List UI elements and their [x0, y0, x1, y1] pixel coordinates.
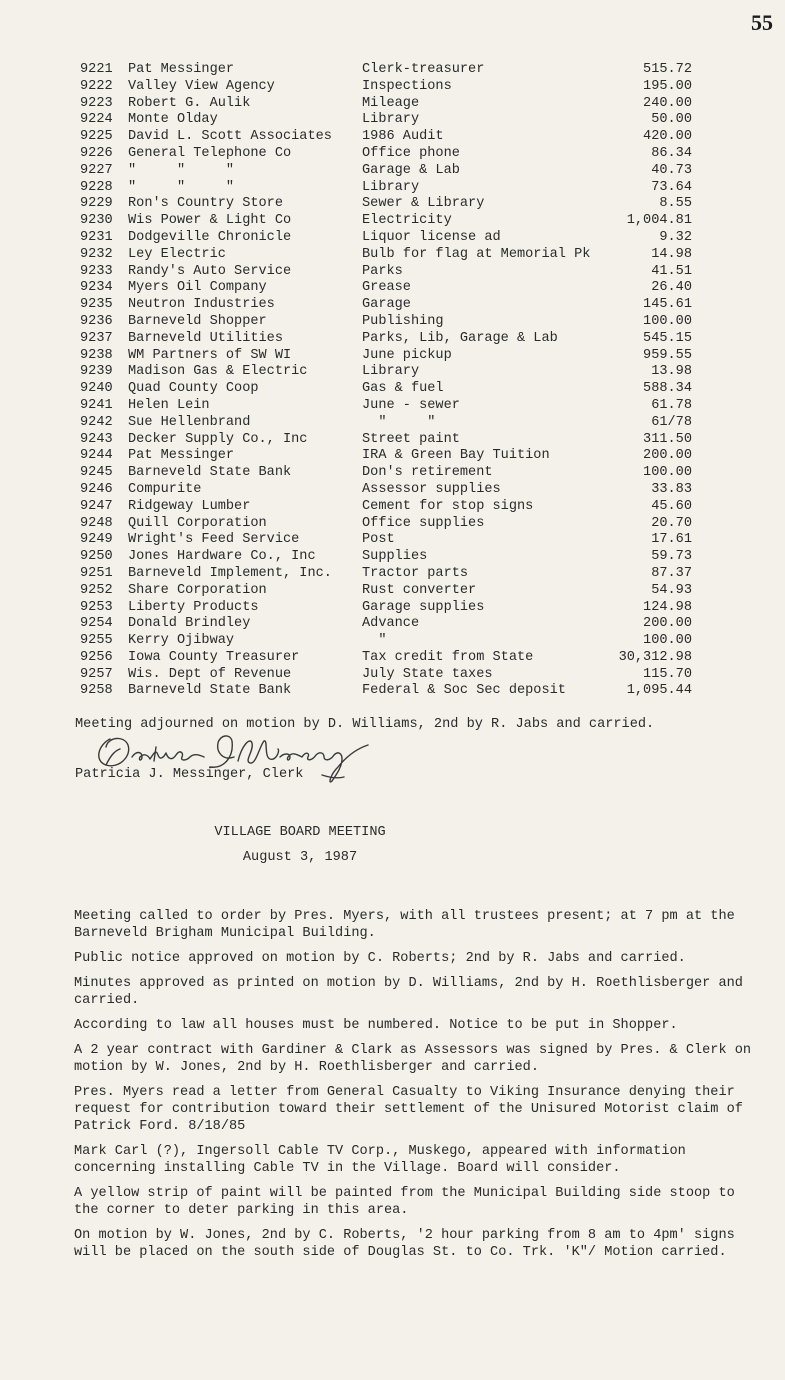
payment-purpose: Garage	[362, 297, 411, 313]
ledger-row	[80, 600, 692, 617]
payee-name: Dodgeville Chronicle	[128, 229, 292, 245]
ledger-row	[80, 616, 692, 633]
voucher-number: 9223	[80, 95, 113, 111]
voucher-number: 9240	[80, 381, 113, 397]
payment-amount: 195.00	[643, 78, 692, 94]
voucher-number: 9241	[80, 397, 113, 413]
voucher-number: 9230	[80, 213, 113, 229]
payee-name: Iowa County Treasurer	[128, 649, 300, 665]
payment-amount: 61.78	[651, 397, 692, 413]
ledger-row	[80, 79, 692, 96]
voucher-number: 9234	[80, 280, 113, 296]
payee-name: Sue Hellenbrand	[128, 414, 251, 430]
payment-amount: 115.70	[643, 666, 692, 682]
payment-purpose: "	[362, 633, 387, 649]
voucher-number: 9232	[80, 246, 113, 262]
payment-amount: 26.40	[651, 280, 692, 296]
minutes-paragraph: A yellow strip of paint will be painted from the Municipal Building side stoop to the corner to deter parking in this area.	[74, 1186, 735, 1218]
payment-amount: 33.83	[651, 481, 692, 497]
voucher-number: 9225	[80, 129, 113, 145]
payment-amount: 14.98	[651, 246, 692, 262]
payment-purpose: Parks	[362, 263, 403, 279]
payment-purpose: 1986 Audit	[362, 129, 444, 145]
voucher-number: 9236	[80, 313, 113, 329]
payee-name: Ley Electric	[128, 246, 226, 262]
ledger-row	[80, 448, 692, 465]
minutes-paragraph: A 2 year contract with Gardiner & Clark as Assessors was signed by Pres. & Clerk on motion by W. Jones, 2nd by H. Roethlisberger and carried.	[74, 1043, 752, 1075]
payment-purpose: June pickup	[362, 347, 452, 363]
payment-purpose: Garage supplies	[362, 599, 485, 615]
ledger-row	[80, 566, 692, 583]
voucher-number: 9228	[80, 179, 113, 195]
payment-amount: 100.00	[643, 633, 692, 649]
meeting-date: August 3, 1987	[242, 850, 358, 865]
voucher-number: 9238	[80, 347, 113, 363]
ledger-row	[80, 364, 692, 381]
payee-name: Kerry Ojibway	[128, 633, 235, 649]
voucher-number: 9255	[80, 633, 113, 649]
ledger-row	[80, 112, 692, 129]
ledger-row	[80, 465, 692, 482]
payment-amount: 420.00	[643, 129, 692, 145]
ledger-row	[80, 146, 692, 163]
voucher-number: 9250	[80, 549, 113, 565]
ledger-row	[80, 348, 692, 365]
voucher-number: 9258	[80, 683, 113, 699]
voucher-number: 9235	[80, 297, 113, 313]
payee-name: General Telephone Co	[128, 145, 292, 161]
payment-amount: 59.73	[651, 549, 692, 565]
ledger-row	[80, 280, 692, 297]
payment-purpose: June - sewer	[362, 397, 460, 413]
voucher-number: 9243	[80, 431, 113, 447]
payment-purpose: Parks, Lib, Garage & Lab	[362, 330, 558, 346]
payee-name: Share Corporation	[128, 582, 267, 598]
ledger-row	[80, 213, 692, 230]
meeting-minutes	[74, 908, 764, 1269]
voucher-number: 9252	[80, 582, 113, 598]
payment-purpose: Gas & fuel	[362, 381, 444, 397]
voucher-number: 9244	[80, 448, 113, 464]
payment-amount: 87.37	[651, 565, 692, 581]
voucher-number: 9221	[80, 62, 113, 77]
payment-amount: 13.98	[651, 364, 692, 380]
payment-purpose: Mileage	[362, 95, 420, 111]
voucher-number: 9231	[80, 229, 113, 245]
ledger-row	[80, 398, 692, 415]
payment-amount: 45.60	[651, 498, 692, 514]
voucher-number: 9253	[80, 599, 113, 615]
payment-purpose: Tractor parts	[362, 565, 469, 581]
payee-name: Wright's Feed Service	[128, 532, 300, 548]
payment-amount: 54.93	[651, 582, 692, 598]
payment-amount: 145.61	[643, 297, 692, 313]
payment-amount: 545.15	[643, 330, 692, 346]
payee-name: " " "	[128, 179, 235, 195]
bills-ledger	[80, 62, 692, 700]
voucher-number: 9254	[80, 616, 113, 632]
ledger-row	[80, 549, 692, 566]
ledger-row	[80, 297, 692, 314]
ledger-row	[80, 532, 692, 549]
payment-amount: 515.72	[643, 62, 692, 77]
payment-purpose: Library	[362, 364, 420, 380]
payment-purpose: Don's retirement	[362, 465, 493, 481]
payment-amount: 124.98	[643, 599, 692, 615]
payment-purpose: Federal & Soc Sec deposit	[362, 683, 566, 699]
voucher-number: 9229	[80, 196, 113, 212]
payment-purpose: Liquor license ad	[362, 229, 501, 245]
payment-amount: 9.32	[659, 229, 692, 245]
payment-amount: 61/78	[651, 414, 692, 430]
payment-amount: 200.00	[643, 448, 692, 464]
ledger-row	[80, 499, 692, 516]
ledger-row	[80, 331, 692, 348]
minutes-paragraph: According to law all houses must be numbered. Notice to be put in Shopper.	[74, 1018, 678, 1033]
payee-name: Decker Supply Co., Inc	[128, 431, 308, 447]
payee-name: David L. Scott Associates	[128, 129, 332, 145]
ledger-row	[80, 432, 692, 449]
payment-purpose: Inspections	[362, 78, 452, 94]
payment-amount: 311.50	[643, 431, 692, 447]
payee-name: Jones Hardware Co., Inc	[128, 549, 316, 565]
voucher-number: 9257	[80, 666, 113, 682]
payee-name: Myers Oil Company	[128, 280, 267, 296]
payee-name: Wis. Dept of Revenue	[128, 666, 292, 682]
payment-amount: 8.55	[659, 196, 692, 212]
voucher-number: 9242	[80, 414, 113, 430]
minutes-paragraph: Meeting called to order by Pres. Myers, with all trustees present; at 7 pm at the Barneveld Brigham Municipal Building.	[74, 909, 735, 941]
voucher-number: 9251	[80, 565, 113, 581]
payee-name: Pat Messinger	[128, 448, 235, 464]
payee-name: Valley View Agency	[128, 78, 275, 94]
payment-purpose: " "	[362, 414, 436, 430]
ledger-row	[80, 129, 692, 146]
ledger-row	[80, 247, 692, 264]
payee-name: Neutron Industries	[128, 297, 275, 313]
payment-amount: 73.64	[651, 179, 692, 195]
ledger-row	[80, 415, 692, 432]
payee-name: Liberty Products	[128, 599, 259, 615]
payment-amount: 100.00	[643, 313, 692, 329]
voucher-number: 9237	[80, 330, 113, 346]
voucher-number: 9256	[80, 649, 113, 665]
ledger-row	[80, 633, 692, 650]
voucher-number: 9239	[80, 364, 113, 380]
ledger-row	[80, 163, 692, 180]
meeting-title: VILLAGE BOARD MEETING	[214, 825, 386, 840]
voucher-number: 9224	[80, 112, 113, 128]
payee-name: Quill Corporation	[128, 515, 267, 531]
payee-name: Barneveld Implement, Inc.	[128, 565, 332, 581]
ledger-row	[80, 683, 692, 700]
ledger-row	[80, 62, 692, 79]
payment-purpose: Sewer & Library	[362, 196, 485, 212]
payment-purpose: Cement for stop signs	[362, 498, 534, 514]
voucher-number: 9222	[80, 78, 113, 94]
voucher-number: 9227	[80, 162, 113, 178]
payment-purpose: Advance	[362, 616, 420, 632]
payment-purpose: Assessor supplies	[362, 481, 501, 497]
payment-purpose: Office phone	[362, 145, 460, 161]
ledger-row	[80, 667, 692, 684]
voucher-number: 9233	[80, 263, 113, 279]
payment-purpose: Library	[362, 112, 420, 128]
voucher-number: 9247	[80, 498, 113, 514]
payment-purpose: IRA & Green Bay Tuition	[362, 448, 550, 464]
payment-amount: 240.00	[643, 95, 692, 111]
payment-amount: 1,095.44	[626, 683, 692, 699]
payee-name: Barneveld Shopper	[128, 313, 267, 329]
ledger-row	[80, 381, 692, 398]
payee-name: Randy's Auto Service	[128, 263, 292, 279]
voucher-number: 9245	[80, 465, 113, 481]
payment-purpose: Office supplies	[362, 515, 485, 531]
minutes-paragraph: On motion by W. Jones, 2nd by C. Roberts, '2 hour parking from 8 am to 4pm' signs will be placed on the south side of Douglas St. to Co. Trk. 'K"/ Motion carried.	[74, 1228, 735, 1260]
payee-name: WM Partners of SW WI	[128, 347, 292, 363]
ledger-row	[80, 96, 692, 113]
payment-purpose: Street paint	[362, 431, 460, 447]
payee-name: Barneveld State Bank	[128, 465, 292, 481]
voucher-number: 9226	[80, 145, 113, 161]
ledger-row	[80, 650, 692, 667]
payment-amount: 41.51	[651, 263, 692, 279]
payee-name: Pat Messinger	[128, 62, 235, 77]
adjournment-line: Meeting adjourned on motion by D. Williams, 2nd by R. Jabs and carried.	[75, 717, 655, 732]
payee-name: " " "	[128, 162, 235, 178]
payment-purpose: Electricity	[362, 213, 452, 229]
payment-purpose: Clerk-treasurer	[362, 62, 485, 77]
payee-name: Barneveld Utilities	[128, 330, 283, 346]
voucher-number: 9249	[80, 532, 113, 548]
payment-amount: 1,004.81	[626, 213, 692, 229]
voucher-number: 9246	[80, 481, 113, 497]
ledger-row	[80, 196, 692, 213]
voucher-number: 9248	[80, 515, 113, 531]
payment-amount: 50.00	[651, 112, 692, 128]
payment-amount: 40.73	[651, 162, 692, 178]
payee-name: Madison Gas & Electric	[128, 364, 308, 380]
payment-purpose: Library	[362, 179, 420, 195]
payment-amount: 588.34	[643, 381, 692, 397]
payment-amount: 86.34	[651, 145, 692, 161]
payment-purpose: Tax credit from State	[362, 649, 534, 665]
payment-amount: 100.00	[643, 465, 692, 481]
clerk-name: Patricia J. Messinger, Clerk	[75, 767, 304, 782]
payment-amount: 20.70	[651, 515, 692, 531]
payment-amount: 30,312.98	[618, 649, 692, 665]
minutes-paragraph: Pres. Myers read a letter from General Casualty to Viking Insurance denying their request for contribution toward their settlement of the Unisured Motorist claim of Patrick Ford. 8/18/85	[74, 1085, 743, 1134]
ledger-row	[80, 314, 692, 331]
payment-purpose: Rust converter	[362, 582, 477, 598]
payment-purpose: Supplies	[362, 549, 428, 565]
ledger-row	[80, 264, 692, 281]
minutes-paragraph: Mark Carl (?), Ingersoll Cable TV Corp., Muskego, appeared with information concerning installing Cable TV in the Village. Board will consider.	[74, 1144, 686, 1176]
payment-purpose: July State taxes	[362, 666, 493, 682]
payment-purpose: Garage & Lab	[362, 162, 460, 178]
payee-name: Barneveld State Bank	[128, 683, 292, 699]
payment-purpose: Post	[362, 532, 395, 548]
ledger-row	[80, 230, 692, 247]
payee-name: Helen Lein	[128, 397, 210, 413]
payee-name: Robert G. Aulik	[128, 95, 251, 111]
payment-amount: 17.61	[651, 532, 692, 548]
minutes-paragraph: Minutes approved as printed on motion by D. Williams, 2nd by H. Roethlisberger and carried.	[74, 976, 743, 1008]
payee-name: Ridgeway Lumber	[128, 498, 251, 514]
ledger-row	[80, 180, 692, 197]
payee-name: Quad County Coop	[128, 381, 259, 397]
payee-name: Donald Brindley	[128, 616, 251, 632]
page-number: 55	[751, 10, 773, 35]
ledger-row	[80, 516, 692, 533]
minutes-paragraph: Public notice approved on motion by C. Roberts; 2nd by R. Jabs and carried.	[74, 951, 686, 966]
payment-purpose: Bulb for flag at Memorial Pk	[362, 246, 591, 262]
payment-purpose: Publishing	[362, 313, 444, 329]
payment-purpose: Grease	[362, 280, 411, 296]
ledger-row	[80, 482, 692, 499]
payee-name: Ron's Country Store	[128, 196, 283, 212]
payment-amount: 200.00	[643, 616, 692, 632]
payee-name: Monte Olday	[128, 112, 218, 128]
payee-name: Compurite	[128, 481, 202, 497]
ledger-row	[80, 583, 692, 600]
payment-amount: 959.55	[643, 347, 692, 363]
payee-name: Wis Power & Light Co	[128, 213, 292, 229]
